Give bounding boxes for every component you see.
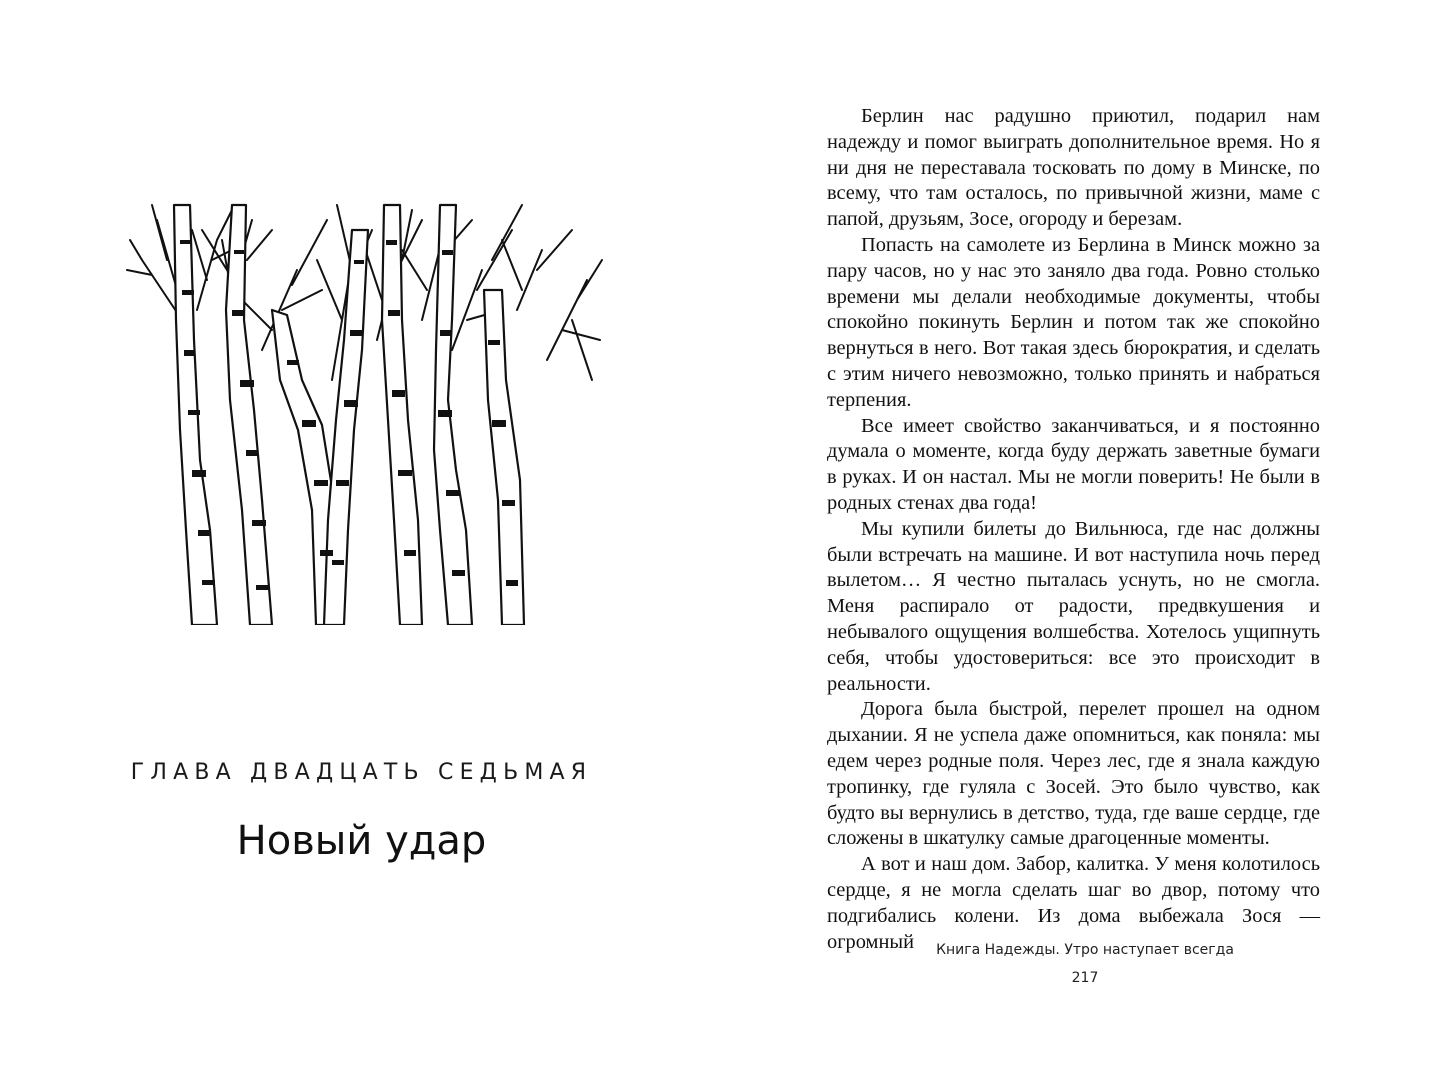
paragraph: Дорога была быстрой, перелет прошел на одном дыхании. Я не успела даже опомниться, как поняла: мы едем через родные поля. Через лес, где я знала каждую тропинку, где гуляла с Зосей. Это было чувство, как будто вы вернулись в детство, туда, где ваше сердце, где сложены в шкатулку самые драгоценные моменты. <box>827 698 1320 850</box>
page-number: 217 <box>1071 970 1099 986</box>
paragraph: Все имеет свойство заканчиваться, и я постоянно думала о моменте, когда буду держать заветные бумаги в руках. И он настал. Мы не могли поверить! Не были в родных стенах два года! <box>827 414 1320 514</box>
right-page <box>723 0 1447 1080</box>
paragraph: А вот и наш дом. Забор, калитка. У меня колотилось сердце, я не могла сделать шаг во двор, потому что подгибались колени. Из дома выбежала Зося — огромный <box>827 853 1320 953</box>
left-page <box>0 0 723 1080</box>
chapter-title: Новый удар <box>236 818 487 864</box>
paragraph: Мы купили билеты до Вильнюса, где нас должны были встречать на машине. И вот наступила ночь перед вылетом… Я честно пыталась уснуть, но не смогла. Меня распирало от радости, предвкушения и небывалого ощущения волшебства. Хотелось ущипнуть себя, чтобы удостовериться: все это происходит в реальности. <box>827 517 1320 695</box>
paragraph: Берлин нас радушно приютил, подарил нам надежду и помог выиграть дополнительное время. Но я ни дня не переставала тосковать по дому в Минске, по всему, что там осталось, по привычной жизни, маме с папой, друзьям, Зосе, огороду и березам. <box>827 105 1320 231</box>
chapter-label: ГЛАВА ДВАДЦАТЬ СЕДЬМАЯ <box>130 760 593 785</box>
birch-trees-drawing <box>122 200 608 625</box>
running-title: Книга Надежды. Утро наступает всегда <box>936 942 1234 958</box>
birch-trees-illustration <box>122 200 608 625</box>
body-text <box>827 104 1320 955</box>
paragraph: Попасть на самолете из Берлина в Минск можно за пару часов, но у нас это заняло два года. Ровно столько времени мы делали необходимые документы, чтобы спокойно покинуть Берлин и потом так же спокойно вернуться в него. Вот такая здесь бюрократия, и сделать с этим ничего невозможно, только принять и набраться терпения. <box>827 233 1320 411</box>
